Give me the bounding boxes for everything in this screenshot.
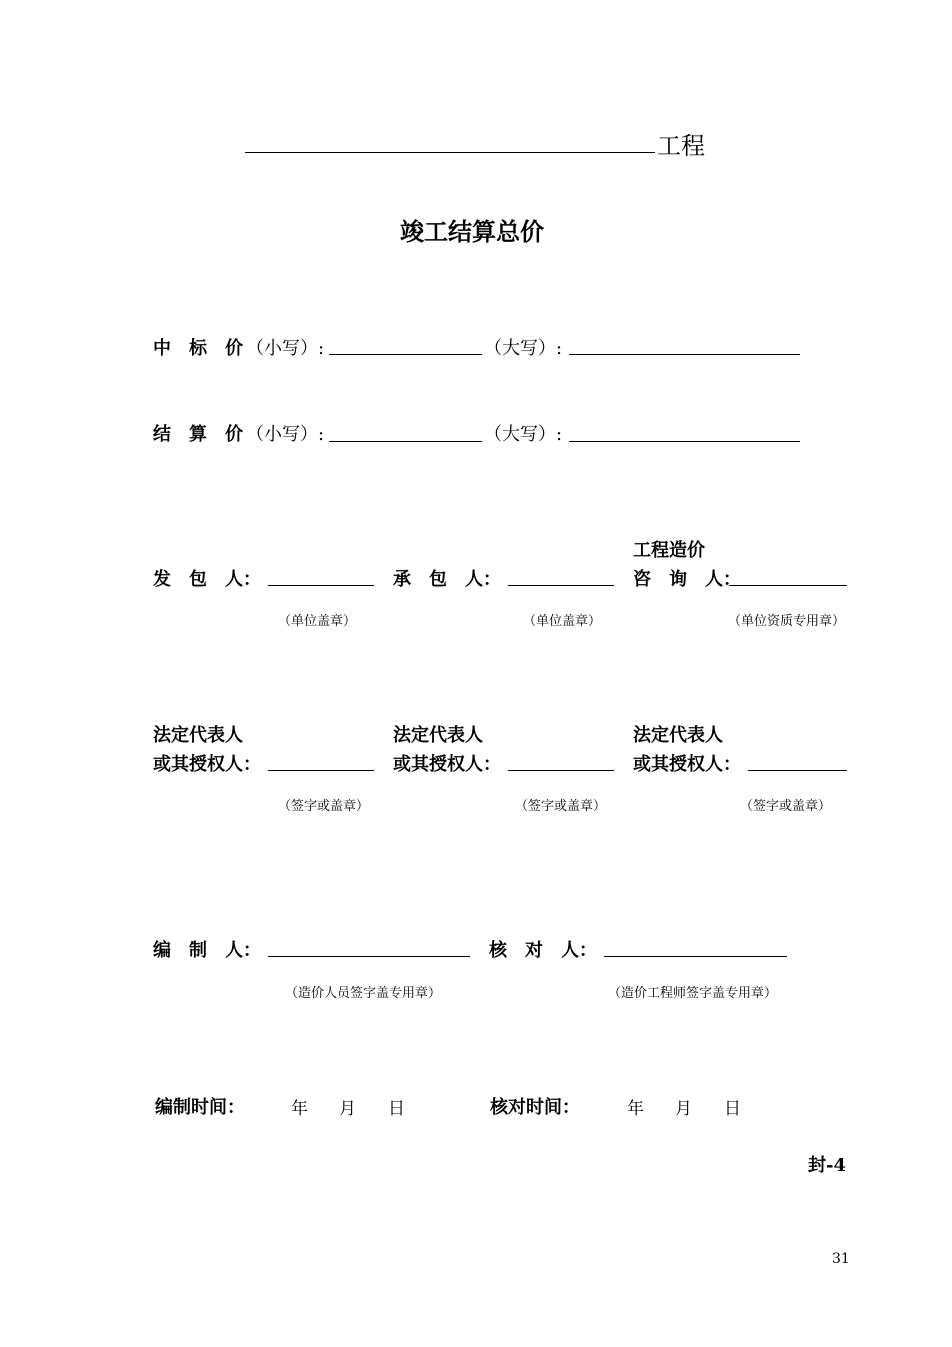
prepare-year: 年: [291, 1099, 308, 1119]
contractor-note: （单位盖章）: [523, 614, 602, 629]
bid-price-big-label: （大写）:: [484, 338, 563, 359]
settlement-price-big-field[interactable]: [569, 441, 800, 442]
checker-field[interactable]: [604, 956, 787, 957]
settlement-price-small-field[interactable]: [329, 441, 482, 442]
bid-price-big-field[interactable]: [569, 354, 800, 355]
consultant-field[interactable]: [729, 585, 847, 586]
check-month: 月: [675, 1099, 692, 1119]
page-title: 竣工结算总价: [400, 217, 544, 246]
project-suffix: 工程: [657, 132, 705, 160]
contractor-label: 承 包 人：: [393, 569, 501, 590]
project-name-field[interactable]: [245, 152, 655, 153]
preparer-field[interactable]: [268, 956, 470, 957]
settlement-price-label: 结 算 价: [153, 424, 243, 445]
check-year: 年: [627, 1099, 644, 1119]
rep1-line2: 或其授权人：: [153, 754, 261, 775]
check-date-label: 核对时间：: [490, 1097, 580, 1118]
consultant-label: 咨 询 人：: [633, 569, 741, 590]
prepare-day: 日: [388, 1099, 405, 1119]
bid-price-small-field[interactable]: [329, 354, 482, 355]
preparer-note: （造价人员签字盖专用章）: [285, 986, 442, 1001]
rep1-line1: 法定代表人: [153, 725, 243, 746]
consultant-label-top: 工程造价: [633, 540, 705, 561]
rep3-note: （签字或盖章）: [740, 799, 832, 814]
contractor-field[interactable]: [508, 585, 614, 586]
bid-price-small-label: （小写）:: [246, 338, 325, 359]
rep2-line2: 或其授权人：: [393, 754, 501, 775]
rep2-field[interactable]: [508, 770, 614, 771]
consultant-note: （单位资质专用章）: [728, 614, 846, 629]
employer-label: 发 包 人：: [153, 569, 261, 590]
preparer-label: 编 制 人：: [153, 940, 261, 961]
form-code: 封-4: [808, 1155, 846, 1176]
checker-label: 核 对 人：: [489, 940, 597, 961]
page-number: 31: [832, 1251, 850, 1267]
check-day: 日: [724, 1099, 741, 1119]
checker-note: （造价工程师签字盖专用章）: [608, 986, 778, 1001]
prepare-month: 月: [339, 1099, 356, 1119]
bid-price-label: 中 标 价: [153, 338, 243, 359]
settlement-price-small-label: （小写）:: [246, 424, 325, 445]
prepare-date-label: 编制时间：: [155, 1097, 245, 1118]
settlement-price-big-label: （大写）:: [484, 424, 563, 445]
rep3-line1: 法定代表人: [633, 725, 723, 746]
rep1-field[interactable]: [268, 770, 374, 771]
rep1-note: （签字或盖章）: [278, 799, 370, 814]
employer-note: （单位盖章）: [278, 614, 357, 629]
employer-field[interactable]: [268, 585, 374, 586]
rep2-note: （签字或盖章）: [515, 799, 607, 814]
rep3-line2: 或其授权人：: [633, 754, 741, 775]
rep2-line1: 法定代表人: [393, 725, 483, 746]
rep3-field[interactable]: [748, 770, 847, 771]
